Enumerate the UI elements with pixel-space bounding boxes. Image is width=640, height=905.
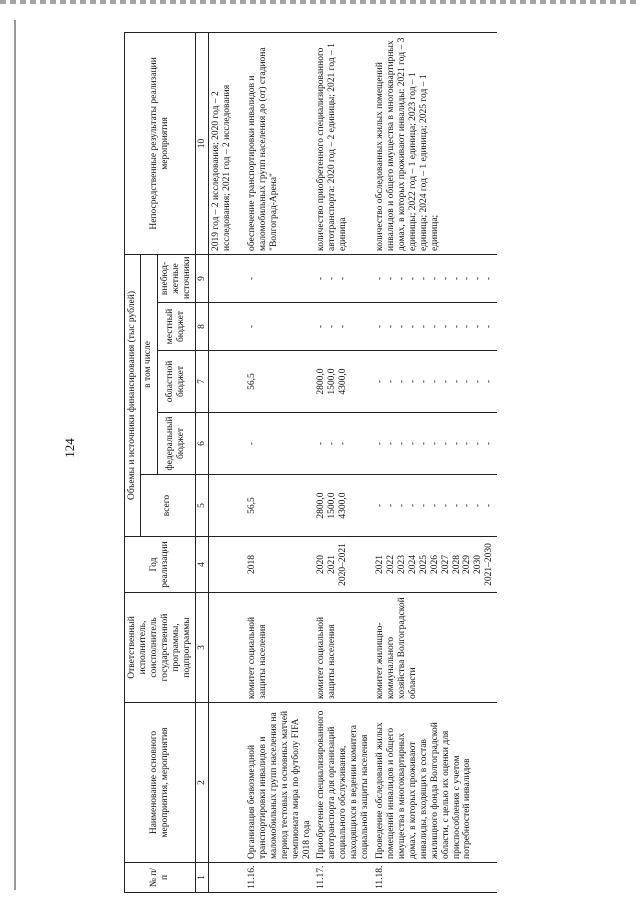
loc-value: - (338, 324, 349, 329)
fed-value: - (246, 441, 257, 446)
cell-ext (314, 254, 373, 302)
cell-executor (209, 593, 245, 703)
cell-fed (209, 413, 245, 475)
col-num: 7 (195, 351, 209, 413)
reg-value: - (375, 379, 386, 384)
header-year: Год реализации (125, 537, 196, 593)
total-value: 2800,0 (316, 492, 327, 519)
cell-fed (314, 413, 373, 475)
years-value: 2026 (429, 555, 440, 574)
cell-reg (373, 351, 497, 413)
cell-reg (314, 351, 373, 413)
cell-years (209, 537, 245, 593)
ext-value: - (484, 276, 495, 281)
total-value: - (375, 503, 386, 508)
header-no: № п/п (125, 863, 196, 893)
years-value: 2030 (473, 555, 484, 574)
header-fed: федеральный бюджет (157, 413, 195, 475)
years-value: 2018 (246, 555, 257, 574)
reg-value: - (386, 379, 397, 384)
loc-value: - (484, 324, 495, 329)
ext-value: - (407, 276, 418, 281)
reg-value: 4300,0 (338, 368, 349, 395)
cell-years (314, 537, 373, 593)
col-num: 2 (195, 703, 209, 863)
cell-no (209, 863, 245, 893)
years-value: 2021 (375, 555, 386, 574)
cell-name: Организация безвозмездной транспортировки инвалидов и маломобильных групп населения на период тестовых и основных матчей чемпионата мира по футболу FIFA 2018 года (245, 703, 315, 863)
table-body (209, 32, 497, 892)
fed-value: - (440, 441, 451, 446)
reg-value: 2800,0 (316, 368, 327, 395)
cell-result: обеспечение транспортировки инвалидов и маломобильных групп населения до (от) стадиона "Волгоград-Арена" (245, 32, 315, 254)
fed-value: - (338, 441, 349, 446)
ext-value: - (429, 276, 440, 281)
header-reg: областной бюджет (157, 351, 195, 413)
header-result: Непосредственные результаты реализации мероприятия (125, 32, 196, 254)
cell-ext (245, 254, 315, 302)
years-value: 2022 (386, 555, 397, 574)
cell-total (245, 475, 315, 537)
fed-value: - (473, 441, 484, 446)
reg-value: - (451, 379, 462, 384)
total-value: - (418, 503, 429, 508)
header-total: всего (140, 475, 195, 537)
header-funding: Объемы и источники финансирования (тыс рублей) (125, 254, 141, 536)
cell-fed (245, 413, 315, 475)
reg-value: - (440, 379, 451, 384)
years-value: 2020–2021 (338, 543, 349, 586)
fed-value: - (451, 441, 462, 446)
header-ext: внебюд-жетные источники (157, 254, 195, 302)
col-num: 9 (195, 254, 209, 302)
total-value: - (407, 503, 418, 508)
loc-value: - (375, 324, 386, 329)
ext-value: - (418, 276, 429, 281)
loc-value: - (396, 324, 407, 329)
cell-years (373, 537, 497, 593)
table-row (245, 32, 315, 892)
years-value: 2021 (327, 555, 338, 574)
cell-reg (245, 351, 315, 413)
cell-name: Проведение обследований жилых помещений инвалидов и общего имущества в многоквартирных домах, в которых проживают инвалиды, входящих в состав жилищного фонда Волгоградской области, с целью их оценки для приспособления с учетом потребностей инвалидов (373, 703, 497, 863)
table-row (314, 32, 373, 892)
reg-value: - (473, 379, 484, 384)
loc-value: - (316, 324, 327, 329)
col-num: 1 (195, 863, 209, 893)
fed-value: - (375, 441, 386, 446)
loc-value: - (462, 324, 473, 329)
years-value: 2025 (418, 555, 429, 574)
reg-value: - (429, 379, 440, 384)
scan-edge (0, 0, 640, 4)
reg-value: 1500,0 (327, 368, 338, 395)
fed-value: - (429, 441, 440, 446)
years-value: 2028 (451, 555, 462, 574)
cell-loc (209, 303, 245, 351)
years-value: 2024 (407, 555, 418, 574)
fed-value: - (396, 441, 407, 446)
total-value: - (386, 503, 397, 508)
loc-value: - (440, 324, 451, 329)
total-value: - (429, 503, 440, 508)
reg-value: 56,5 (246, 373, 257, 390)
ext-value: - (375, 276, 386, 281)
total-value: 1500,0 (327, 492, 338, 519)
header-incl: в том числе (140, 254, 157, 474)
fed-value: - (462, 441, 473, 446)
cell-executor: комитет жилищно-коммунального хозяйства Волгоградской области (373, 593, 497, 703)
cell-no: 11.17. (314, 863, 373, 893)
cell-loc (373, 303, 497, 351)
program-table (124, 32, 497, 893)
ext-value: - (386, 276, 397, 281)
total-value: - (484, 503, 495, 508)
reg-value: - (462, 379, 473, 384)
cell-name: Приобретение специализированного автотранспорта для организаций социального обслуживания, находящихся в ведении комитета социальной защиты населения (314, 703, 373, 863)
years-value: 2029 (462, 555, 473, 574)
ext-value: - (316, 276, 327, 281)
loc-value: - (246, 324, 257, 329)
total-value: - (396, 503, 407, 508)
page-number: 124 (61, 438, 77, 458)
total-value: - (451, 503, 462, 508)
col-num: 8 (195, 303, 209, 351)
cell-loc (245, 303, 315, 351)
table-row (209, 32, 245, 892)
ext-value: - (246, 276, 257, 281)
total-value: - (462, 503, 473, 508)
cell-total (209, 475, 245, 537)
total-value: - (473, 503, 484, 508)
reg-value: - (418, 379, 429, 384)
total-value: 56,5 (246, 497, 257, 514)
cell-ext (373, 254, 497, 302)
years-value: 2020 (316, 555, 327, 574)
total-value: - (440, 503, 451, 508)
loc-value: - (451, 324, 462, 329)
cell-name (209, 703, 245, 863)
cell-years (245, 537, 315, 593)
reg-value: - (484, 379, 495, 384)
loc-value: - (327, 324, 338, 329)
total-value: 4300,0 (338, 492, 349, 519)
cell-executor: комитет социальной защиты населения (314, 593, 373, 703)
ext-value: - (396, 276, 407, 281)
loc-value: - (473, 324, 484, 329)
fed-value: - (407, 441, 418, 446)
col-num: 6 (195, 413, 209, 475)
cell-fed (373, 413, 497, 475)
reg-value: - (407, 379, 418, 384)
header-loc: местный бюджет (157, 303, 195, 351)
cell-result: количество приобретенного специализированного автотранспорта: 2020 год – 2 единицы; 2021 год – 1 единица (314, 32, 373, 254)
col-num: 5 (195, 475, 209, 537)
fed-value: - (386, 441, 397, 446)
loc-value: - (429, 324, 440, 329)
rotated-sheet (124, 33, 610, 893)
years-value: 2021–2030 (484, 543, 495, 586)
ext-value: - (327, 276, 338, 281)
header-name: Наименование основного мероприятия, мероприятия (125, 703, 196, 863)
cell-reg (209, 351, 245, 413)
cell-result: количество обследованных жилых помещений инвалидов и общего имущества в многоквартирных домах, в которых проживают инвалиды: 2021 год – 3 единицы; 2022 год – 1 единица; 2023 год – 1 единица; 2024 год – 1 единица; 2025 год – 1 единица; (373, 32, 497, 254)
ext-value: - (473, 276, 484, 281)
loc-value: - (418, 324, 429, 329)
cell-loc (314, 303, 373, 351)
ext-value: - (338, 276, 349, 281)
cell-no: 11.18. (373, 863, 497, 893)
cell-total (373, 475, 497, 537)
cell-result: 2019 год – 2 исследования; 2020 год – 2 исследования; 2021 год – 2 исследования (209, 32, 245, 254)
column-number-row (195, 32, 209, 892)
cell-ext (209, 254, 245, 302)
loc-value: - (386, 324, 397, 329)
cell-executor: комитет социальной защиты населения (245, 593, 315, 703)
loc-value: - (407, 324, 418, 329)
years-value: 2027 (440, 555, 451, 574)
reg-value: - (396, 379, 407, 384)
fed-value: - (316, 441, 327, 446)
fed-value: - (484, 441, 495, 446)
col-num: 3 (195, 593, 209, 703)
fed-value: - (418, 441, 429, 446)
cell-total (314, 475, 373, 537)
ext-value: - (451, 276, 462, 281)
col-num: 4 (195, 537, 209, 593)
col-num: 10 (195, 32, 209, 254)
table-row (373, 32, 497, 892)
binding-edge (14, 20, 16, 890)
header-executor: Ответственный исполнитель, соисполнитель государственной программы, подпрограммы (125, 593, 196, 703)
ext-value: - (462, 276, 473, 281)
ext-value: - (440, 276, 451, 281)
years-value: 2023 (396, 555, 407, 574)
cell-no: 11.16. (245, 863, 315, 893)
fed-value: - (327, 441, 338, 446)
